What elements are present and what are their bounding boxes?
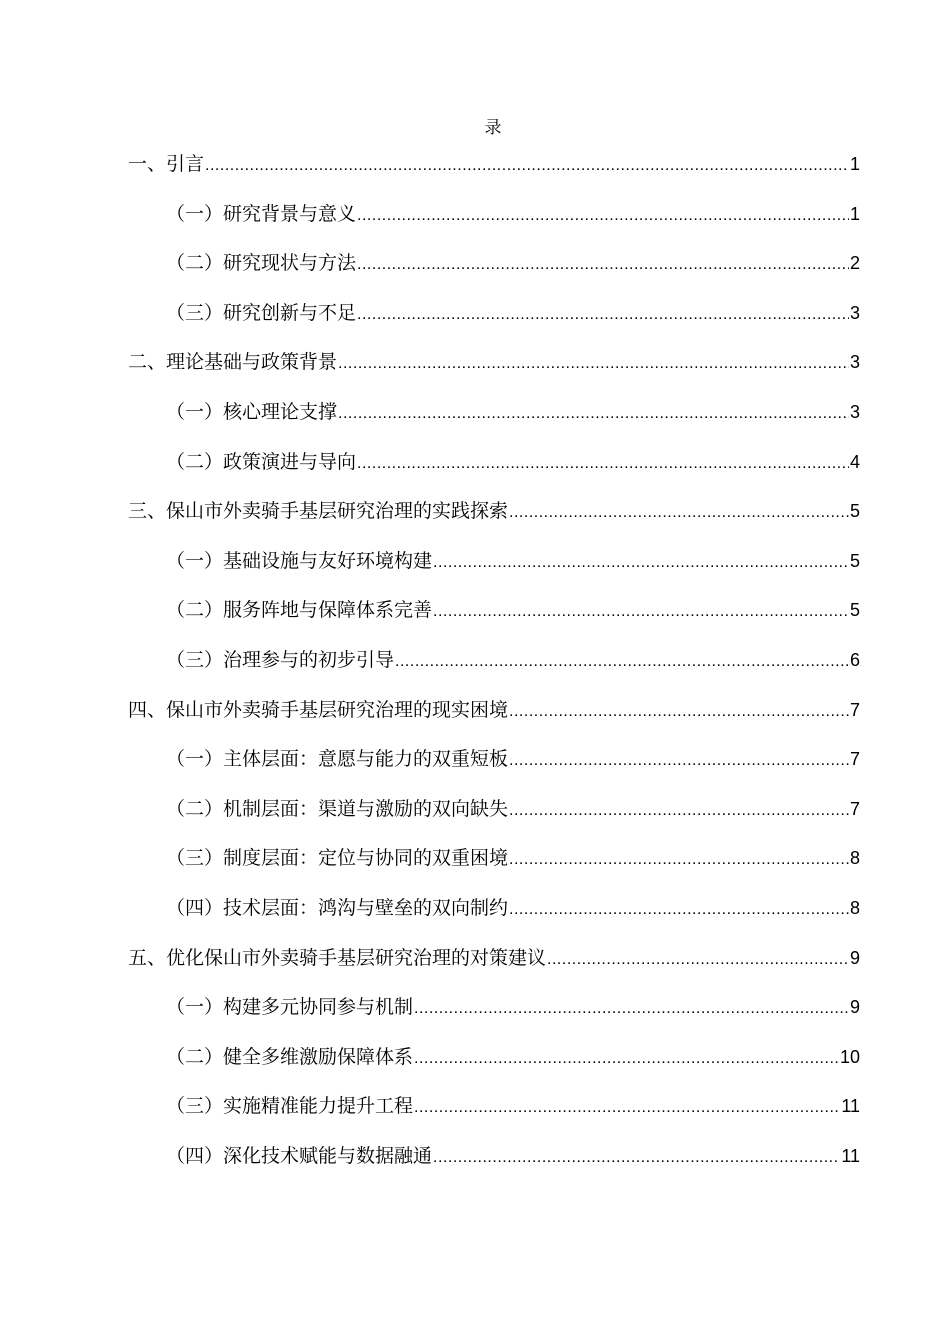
toc-dot-leader <box>414 1083 840 1133</box>
toc-entry[interactable] <box>0 487 950 537</box>
toc-entry-title: 健全多维激励保障体系 <box>223 1045 414 1068</box>
toc-entry-title: 研究创新与不足 <box>223 301 357 324</box>
toc-dot-leader <box>509 885 849 935</box>
toc-entry-page-number: 9 <box>849 947 860 968</box>
toc-entry[interactable] <box>0 735 950 785</box>
toc-dot-leader <box>433 587 849 637</box>
toc-entry-title: 机制层面：渠道与激励的双向缺失 <box>223 797 509 820</box>
toc-entry[interactable] <box>0 239 950 289</box>
toc-entry-page-number: 10 <box>839 1046 860 1067</box>
toc-dot-leader <box>357 240 849 290</box>
toc-dot-leader <box>414 984 849 1034</box>
toc-dot-leader <box>433 1133 840 1183</box>
toc-entry[interactable] <box>0 1033 950 1083</box>
toc-entry[interactable] <box>0 388 950 438</box>
toc-entry-title: 实施精准能力提升工程 <box>223 1095 414 1118</box>
toc-dot-leader <box>357 439 849 489</box>
toc-dot-leader <box>357 191 849 241</box>
toc-entry-number: （一） <box>166 202 224 225</box>
toc-entry-number: （二） <box>166 450 224 473</box>
toc-entry-page-number: 1 <box>849 203 860 224</box>
toc-entry-number: 三、 <box>128 500 167 523</box>
toc-entry-title: 治理参与的初步引导 <box>223 648 395 671</box>
toc-dot-leader <box>509 488 849 538</box>
toc-entry[interactable] <box>0 289 950 339</box>
toc-dot-leader <box>433 538 849 588</box>
toc-entry-page-number: 8 <box>849 897 860 918</box>
toc-dot-leader <box>338 389 849 439</box>
toc-entry-title: 理论基础与政策背景 <box>166 351 338 374</box>
toc-entry-page-number: 3 <box>849 302 860 323</box>
toc-title: 录 <box>484 118 502 138</box>
toc-entry[interactable] <box>0 140 950 190</box>
toc-dot-leader <box>414 1034 839 1084</box>
toc-entry[interactable] <box>0 834 950 884</box>
toc-entry-number: 一、 <box>128 153 167 175</box>
toc-entry-page-number: 11 <box>841 1096 860 1117</box>
toc-dot-leader <box>509 687 849 737</box>
toc-dot-leader <box>547 935 849 985</box>
toc-entry-title: 研究现状与方法 <box>223 252 357 275</box>
toc-dot-leader <box>509 835 849 885</box>
toc-entry-title: 技术层面：鸿沟与壁垒的双向制约 <box>223 896 509 919</box>
toc-entry-number: （二） <box>166 599 224 622</box>
toc-entry-number: 二、 <box>128 351 167 374</box>
toc-entry-page-number: 5 <box>849 501 860 522</box>
toc-entry-page-number: 2 <box>849 253 860 274</box>
toc-entry-title: 基础设施与友好环境构建 <box>223 549 433 572</box>
toc-entry-page-number: 6 <box>849 649 860 670</box>
toc-entry-number: 五、 <box>128 946 167 969</box>
toc-entry[interactable] <box>0 1132 950 1182</box>
toc-entry-page-number: 5 <box>849 550 860 571</box>
toc-entry-number: （三） <box>166 301 224 324</box>
toc-entry[interactable] <box>0 983 950 1033</box>
toc-entry-title: 引言 <box>166 153 205 175</box>
toc-entry-title: 深化技术赋能与数据融通 <box>223 1144 433 1167</box>
toc-entry-number: （四） <box>166 896 224 919</box>
toc-entry[interactable] <box>0 934 950 984</box>
toc-entry-page-number: 8 <box>849 848 860 869</box>
toc-entry-page-number: 7 <box>849 749 860 770</box>
toc-entry-title: 政策演进与导向 <box>223 450 357 473</box>
toc-entry-page-number: 9 <box>849 997 860 1018</box>
toc-entry-number: （三） <box>166 847 224 870</box>
toc-entry-title: 制度层面：定位与协同的双重困境 <box>223 847 509 870</box>
toc-entry-number: 四、 <box>128 698 167 721</box>
toc-entry-page-number: 5 <box>849 600 860 621</box>
toc-dot-leader <box>509 786 849 836</box>
toc-entry-number: （一） <box>166 996 224 1019</box>
toc-entry[interactable] <box>0 438 950 488</box>
toc-entry[interactable] <box>0 785 950 835</box>
toc-entry-title: 主体层面：意愿与能力的双重短板 <box>223 748 509 771</box>
toc-entry-number: （三） <box>166 648 224 671</box>
toc-entry-page-number: 4 <box>849 451 860 472</box>
toc-dot-leader <box>509 736 849 786</box>
toc-entry-page-number: 11 <box>841 1145 860 1166</box>
toc-entry-number: （四） <box>166 1144 224 1167</box>
toc-entry-number: （一） <box>166 748 224 771</box>
toc-entry-number: （三） <box>166 1095 224 1118</box>
toc-entry[interactable] <box>0 338 950 388</box>
toc-entry[interactable] <box>0 636 950 686</box>
toc-entry[interactable] <box>0 686 950 736</box>
toc-entry-title: 服务阵地与保障体系完善 <box>223 599 433 622</box>
toc-entry-number: （二） <box>166 252 224 275</box>
toc-dot-leader <box>205 141 849 191</box>
toc-entry[interactable] <box>0 190 950 240</box>
toc-entry-title: 研究背景与意义 <box>223 202 357 225</box>
toc-entry-number: （一） <box>166 400 224 423</box>
toc-dot-leader <box>395 637 849 687</box>
toc-entry[interactable] <box>0 537 950 587</box>
toc-entry-number: （二） <box>166 1045 224 1068</box>
toc-entry-page-number: 1 <box>849 154 860 174</box>
toc-dot-leader <box>338 339 849 389</box>
toc-entry-title: 保山市外卖骑手基层研究治理的实践探索 <box>166 500 509 523</box>
toc-entry-number: （二） <box>166 797 224 820</box>
toc-entry[interactable] <box>0 1082 950 1132</box>
table-of-contents <box>0 140 950 1181</box>
toc-entry-title: 保山市外卖骑手基层研究治理的现实困境 <box>166 698 509 721</box>
toc-dot-leader <box>357 290 849 340</box>
toc-entry-title: 优化保山市外卖骑手基层研究治理的对策建议 <box>166 946 547 969</box>
toc-entry-page-number: 7 <box>849 699 860 720</box>
toc-entry[interactable] <box>0 586 950 636</box>
toc-entry-page-number: 3 <box>849 401 860 422</box>
toc-entry[interactable] <box>0 884 950 934</box>
toc-entry-title: 核心理论支撑 <box>223 400 338 423</box>
toc-entry-title: 构建多元协同参与机制 <box>223 996 414 1019</box>
toc-entry-page-number: 7 <box>849 798 860 819</box>
toc-entry-number: （一） <box>166 549 224 572</box>
toc-entry-page-number: 3 <box>849 352 860 373</box>
